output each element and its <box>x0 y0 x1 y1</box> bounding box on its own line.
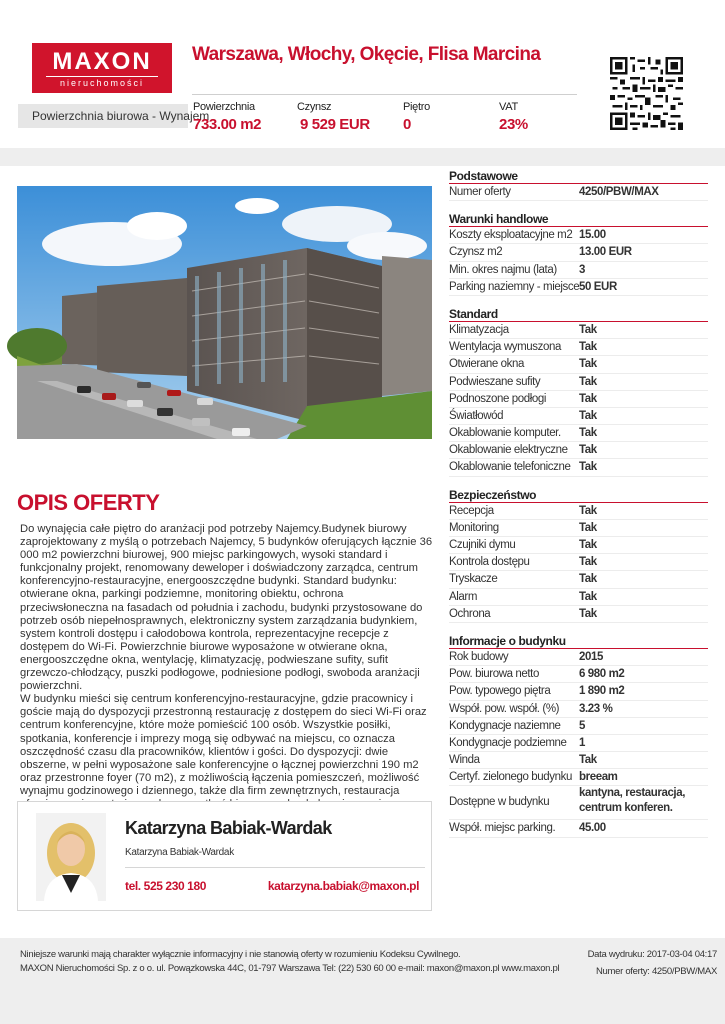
detail-value: 13.00 EUR <box>579 246 632 259</box>
stat-vat <box>499 101 528 133</box>
logo-text: MAXON <box>52 48 152 75</box>
detail-value: 5 <box>579 719 585 732</box>
header-band <box>0 148 725 166</box>
detail-value: 1 890 m2 <box>579 685 625 698</box>
stat-floor <box>403 101 430 133</box>
divider <box>125 867 425 868</box>
agent-email-link[interactable]: katarzyna.babiak@maxon.pl <box>267 879 419 893</box>
agent-name: Katarzyna Babiak-Wardak <box>125 818 332 838</box>
footer-print-date: Data wydruku: 2017-03-04 04:17 <box>587 949 717 960</box>
detail-value: Tak <box>579 607 597 620</box>
detail-value: Tak <box>579 358 597 371</box>
detail-row <box>449 520 708 537</box>
detail-value: Tak <box>579 409 597 422</box>
detail-value: Tak <box>579 754 597 767</box>
detail-key: Okablowanie elektryczne <box>449 444 568 457</box>
detail-key: Pow. biurowa netto <box>449 668 539 681</box>
detail-key: Parking naziemny - miejsce <box>449 280 580 293</box>
detail-row <box>449 701 708 718</box>
detail-value: breeam <box>579 771 618 784</box>
detail-row <box>449 735 708 752</box>
detail-key: Alarm <box>449 590 478 603</box>
detail-value: Tak <box>579 375 597 388</box>
detail-key: Dostępne w budynku <box>449 796 550 809</box>
maxon-logo[interactable] <box>32 43 172 93</box>
detail-value: Tak <box>579 323 597 336</box>
detail-key: Min. okres najmu (lata) <box>449 263 557 276</box>
section-title-basic: Podstawowe <box>449 168 708 184</box>
detail-row <box>449 786 708 820</box>
detail-row <box>449 820 708 837</box>
detail-value: Tak <box>579 521 597 534</box>
detail-value: 1 <box>579 736 585 749</box>
detail-key: Tryskacze <box>449 573 498 586</box>
header <box>0 0 725 148</box>
detail-value: 15.00 <box>579 229 606 242</box>
detail-key: Wentylacja wymuszona <box>449 341 561 354</box>
detail-key: Recepcja <box>449 504 494 517</box>
agent-card <box>17 801 432 911</box>
detail-row <box>449 503 708 520</box>
detail-value: 3.23 % <box>579 702 613 715</box>
detail-key: Kontrola dostępu <box>449 556 530 569</box>
agent-phone-link[interactable]: tel. 525 230 180 <box>125 879 207 893</box>
detail-row <box>449 356 708 373</box>
detail-value: Tak <box>579 504 597 517</box>
detail-key: Ochrona <box>449 607 491 620</box>
detail-key: Kondygnacje podziemne <box>449 736 567 749</box>
stat-value: 9 529 EUR <box>300 116 370 133</box>
logo-subtext: nieruchomości <box>46 76 158 89</box>
detail-row <box>449 408 708 425</box>
detail-value: 4250/PBW/MAX <box>579 186 659 198</box>
detail-key: Okablowanie komputer. <box>449 427 561 440</box>
detail-row <box>449 554 708 571</box>
section-title-terms: Warunki handlowe <box>449 211 708 227</box>
detail-key: Kondygnacje naziemne <box>449 719 561 732</box>
footer <box>0 938 725 1024</box>
detail-key: Współ. pow. współ. (%) <box>449 702 560 715</box>
detail-value: Tak <box>579 392 597 405</box>
detail-key: Certyf. zielonego budynku <box>449 771 572 784</box>
stat-label: Czynsz <box>297 101 332 113</box>
detail-key: Czujniki dymu <box>449 539 516 551</box>
section-title-security: Bezpieczeństwo <box>449 487 708 503</box>
detail-row <box>449 459 708 476</box>
detail-key: Numer oferty <box>449 186 511 198</box>
building-photo[interactable] <box>17 186 432 439</box>
detail-row <box>449 425 708 442</box>
detail-row <box>449 322 708 339</box>
detail-key: Współ. miejsc parking. <box>449 822 556 835</box>
detail-value: Tak <box>579 341 597 354</box>
detail-row <box>449 666 708 683</box>
stat-value: 733.00 m2 <box>193 116 262 133</box>
detail-value: Tak <box>579 590 597 603</box>
description-body: Do wynajęcia całe piętro do aranżacji pod potrzeby Najemcy.Budynek biurowy zaprojektowany z myślą o potrzebach Najemcy, 5 budynków oferujących łącznie 36 000 m2 powierzchni biurowej, 900 miejsc parkingowych, wysoki standard i funkcjonalny projekt, renomowany deweloper i doświadczony zarządca, centrum konferencyjno-restauracyjne, energooszczędne budynki. Standard budynku: otwierane okna, parkingi podziemne, monitoring obiektu, ochrona przeciwsłoneczna na fasadach od południa i zachodu, budynki przystosowane do potrzeb osób niepełnosprawnych, elektroniczny system zarządzania budynkiem, system kontroli dostępu i całodobowa kontrola, reprezentacyjne recepcje z dostępem do Wi-Fi. Powierzchnie biurowe wyposażone w otwierane okna, energooszczędne okna, wentylację, klimatyzację, podwieszane sufity, sufit grzewczo-chłodzący, puszki podłogowe, podniesione podłogi, swoboda aranżacji powierzchni. W budynku mieści się centrum konferencyjno-restauracyjne, gdzie pracownicy i goście mają do dyspozycji przestronną restaurację z dostępem do sieci Wi-Fi oraz centrum konferencyjne, które może pomieścić 100 osób. Wszystkie posiłki, spotkania, konferencje i imprezy mogą się odbywać na miejscu, co oznacza oszczędność czasu dla pracowników, klientów i gości. Do dyspozycji: dwie obszerne, w pełni wyposażone sale konferencyjne o łącznej powierzchni 190 m2 oraz przestronne foyer (70 m2), z możliwością łączenia pomieszczeń, możliwość wynajmu godzinowego i dziennego, także dla firm zewnętrznych, restauracja <box>20 523 433 797</box>
detail-key: Winda <box>449 754 480 767</box>
detail-value: 45.00 <box>579 822 606 835</box>
detail-row <box>449 279 708 296</box>
description-title: OPIS OFERTY <box>17 490 160 515</box>
detail-key: Okablowanie telefoniczne <box>449 461 571 474</box>
detail-value: 3 <box>579 263 585 276</box>
detail-row <box>449 589 708 606</box>
offer-address: Warszawa, Włochy, Okęcie, Flisa Marcina <box>192 44 541 65</box>
section-title-standard: Standard <box>449 306 708 322</box>
footer-company: MAXON Nieruchomości Sp. z o o. ul. Powązkowska 44C, 01-797 Warszawa Tel: (22) 530 60 00 e-mail: maxon@maxon.pl www.maxon.pl <box>20 963 560 974</box>
detail-key: Pow. typowego piętra <box>449 685 551 698</box>
detail-key: Światłowód <box>449 409 504 422</box>
detail-value: 50 EUR <box>579 280 617 293</box>
description-text <box>20 523 434 797</box>
detail-key: Rok budowy <box>449 650 509 663</box>
stat-rent <box>297 101 370 133</box>
qr-code-icon[interactable] <box>610 57 683 130</box>
detail-row <box>449 769 708 786</box>
offer-category: Powierzchnia biurowa - Wynajem <box>18 104 188 128</box>
agent-subtitle: Katarzyna Babiak-Wardak <box>125 847 234 858</box>
detail-key: Klimatyzacja <box>449 323 509 336</box>
detail-row <box>449 649 708 666</box>
agent-avatar <box>36 813 106 901</box>
footer-offer-number: Numer oferty: 4250/PBW/MAX <box>595 966 717 977</box>
detail-row <box>449 718 708 735</box>
stat-area <box>193 101 261 133</box>
detail-value: kantyna, restauracja, centrum konferen. <box>579 787 686 815</box>
detail-row <box>449 339 708 356</box>
offer-details <box>449 168 708 838</box>
detail-row <box>449 227 708 244</box>
divider <box>192 94 577 95</box>
footer-disclaimer: Niniejsze warunki mają charakter wyłącznie informacyjny i nie stanowią oferty w rozumieniu Kodeksu Cywilnego. <box>20 949 461 960</box>
detail-key: Monitoring <box>449 521 499 534</box>
detail-row <box>449 537 708 554</box>
stat-label: VAT <box>499 101 518 113</box>
detail-row <box>449 374 708 391</box>
detail-value: Tak <box>579 427 597 440</box>
detail-row <box>449 391 708 408</box>
detail-value: Tak <box>579 556 597 569</box>
detail-key: Czynsz m2 <box>449 246 503 259</box>
stat-label: Piętro <box>403 101 430 113</box>
stat-value: 0 <box>403 116 411 133</box>
section-title-building: Informacje o budynku <box>449 633 708 649</box>
detail-value: 6 980 m2 <box>579 668 625 681</box>
detail-key: Otwierane okna <box>449 358 524 371</box>
detail-row <box>449 184 708 201</box>
detail-key: Podnoszone podłogi <box>449 392 547 405</box>
detail-row <box>449 606 708 623</box>
detail-value: 2015 <box>579 650 603 663</box>
detail-value: Tak <box>579 444 597 457</box>
detail-key: Koszty eksploatacyjne m2 <box>449 229 573 242</box>
detail-value: Tak <box>579 539 597 551</box>
stat-label: Powierzchnia <box>193 101 255 113</box>
detail-value: Tak <box>579 573 597 586</box>
detail-value: Tak <box>579 461 597 474</box>
detail-row <box>449 442 708 459</box>
detail-row <box>449 683 708 700</box>
detail-row <box>449 244 708 261</box>
detail-key: Podwieszane sufity <box>449 375 541 388</box>
stat-value: 23% <box>499 116 528 133</box>
detail-row <box>449 752 708 769</box>
detail-row <box>449 262 708 279</box>
detail-row <box>449 571 708 588</box>
